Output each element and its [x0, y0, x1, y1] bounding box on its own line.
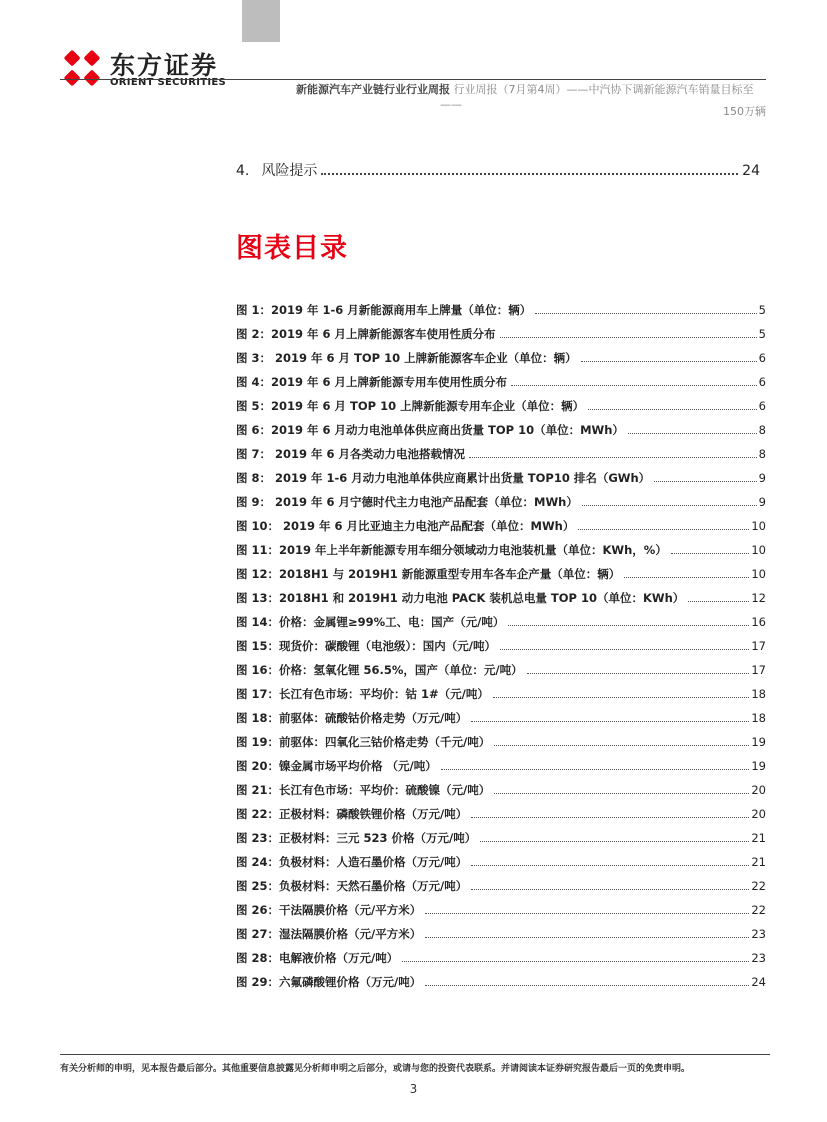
figure-toc-item-label: 图 10： 2019 年 6 月比亚迪主力电池产品配套（单位：MWh） — [236, 519, 575, 533]
figure-toc-item-page: 6 — [758, 351, 766, 365]
figure-toc-item-label: 图 8： 2019 年 1-6 月动力电池单体供应商累计出货量 TOP10 排名（GWh） — [236, 471, 651, 485]
toc-entry-label: 风险提示 — [261, 163, 318, 179]
figure-toc-dot-leader — [588, 409, 757, 410]
figure-toc-item-page: 22 — [751, 903, 766, 917]
figure-toc-item-page: 5 — [758, 327, 766, 341]
figure-toc-item-page: 23 — [751, 951, 766, 965]
figure-toc-item-label: 图 3： 2019 年 6 月 TOP 10 上牌新能源客车企业（单位：辆） — [236, 351, 577, 365]
toc-entry-risk[interactable] — [236, 160, 760, 180]
page-number: 3 — [409, 1082, 418, 1096]
figure-toc-item-label: 图 27：湿法隔膜价格（元/平方米） — [236, 927, 422, 941]
figure-toc-item-page: 10 — [751, 567, 766, 581]
figure-toc-dot-leader — [581, 361, 757, 362]
figure-toc-dot-leader — [527, 673, 750, 674]
figure-toc-item-page: 16 — [751, 615, 766, 629]
figure-toc-item-page: 19 — [751, 759, 766, 773]
figure-toc-item[interactable] — [236, 946, 766, 970]
figure-toc-item-page: 6 — [758, 375, 766, 389]
figure-toc-dot-leader — [480, 841, 749, 842]
report-subtitle-unit: 150万辆 — [723, 105, 766, 118]
figure-toc-item[interactable] — [236, 826, 766, 850]
figure-toc-item[interactable] — [236, 658, 766, 682]
figure-toc-dot-leader — [493, 697, 750, 698]
figure-toc-dot-leader — [582, 505, 757, 506]
figure-toc-item-label: 图 19：前驱体：四氧化三钴价格走势（千元/吨） — [236, 735, 491, 749]
figure-toc-item[interactable] — [236, 898, 766, 922]
footer-divider — [60, 1054, 770, 1055]
figure-toc-item[interactable] — [236, 394, 766, 418]
logo-name-cn: 东方证券 — [110, 51, 219, 80]
report-subtitle: 行业周报（7月第4周）——中汽协下调新能源汽车销量目标至 — [453, 83, 754, 96]
figure-toc-item[interactable] — [236, 586, 766, 610]
figure-toc-item[interactable] — [236, 850, 766, 874]
figure-toc-item-label: 图 1：2019 年 1-6 月新能源商用车上牌量（单位：辆） — [236, 303, 532, 317]
figure-toc-dot-leader — [494, 793, 749, 794]
company-logo — [60, 42, 240, 92]
figure-toc-item-label: 图 20：镍金属市场平均价格 （元/吨） — [236, 759, 437, 773]
figure-toc-item[interactable] — [236, 370, 766, 394]
figure-toc-item-page: 9 — [758, 495, 766, 509]
figure-toc-item-label: 图 26：干法隔膜价格（元/平方米） — [236, 903, 422, 917]
figure-toc-dot-leader — [425, 985, 749, 986]
report-industry-title: 新能源汽车产业链行业行业周报 — [296, 83, 450, 96]
figure-toc-item-label: 图 17：长江有色市场：平均价：钴 1#（元/吨） — [236, 687, 489, 701]
figure-toc-item-label: 图 23：正极材料：三元 523 价格（万元/吨） — [236, 831, 477, 845]
figure-toc-dot-leader — [508, 625, 749, 626]
figure-toc-item[interactable] — [236, 874, 766, 898]
figure-toc-item-label: 图 4：2019 年 6 月上牌新能源专用车使用性质分布 — [236, 375, 508, 389]
figure-toc-item-page: 24 — [751, 975, 766, 989]
figure-toc-item[interactable] — [236, 346, 766, 370]
figure-toc-dot-leader — [441, 769, 750, 770]
figure-toc-dot-leader — [471, 721, 749, 722]
figure-toc-item-page: 18 — [751, 687, 766, 701]
figure-toc-item-label: 图 5：2019 年 6 月 TOP 10 上牌新能源专用车企业（单位：辆） — [236, 399, 585, 413]
figure-toc-item-label: 图 9： 2019 年 6 月宁德时代主力电池产品配套（单位：MWh） — [236, 495, 578, 509]
report-subtitle-continued: —— — [440, 98, 462, 111]
figure-toc-item-label: 图 18：前驱体：硫酸钴价格走势（万元/吨） — [236, 711, 468, 725]
figure-toc-item[interactable] — [236, 538, 766, 562]
figure-toc-item-label: 图 7： 2019 年 6 月各类动力电池搭载情况 — [236, 447, 466, 461]
figure-toc-dot-leader — [500, 649, 749, 650]
figure-toc-item[interactable] — [236, 706, 766, 730]
figure-toc-item[interactable] — [236, 418, 766, 442]
figure-toc-dot-leader — [578, 529, 749, 530]
figure-toc-item[interactable] — [236, 754, 766, 778]
figure-toc-title: 图表目录 — [236, 233, 348, 264]
figure-toc-item-page: 8 — [758, 447, 766, 461]
figure-toc-dot-leader — [471, 889, 749, 890]
header-gray-bar — [242, 0, 280, 42]
figure-toc-item[interactable] — [236, 442, 766, 466]
figure-toc-dot-leader — [654, 481, 757, 482]
figure-toc-item-page: 8 — [758, 423, 766, 437]
figure-toc-item-page: 20 — [751, 783, 766, 797]
figure-toc-item-label: 图 25：负极材料：天然石墨价格（万元/吨） — [236, 879, 468, 893]
figure-toc-list — [236, 298, 766, 994]
figure-toc-item-page: 19 — [751, 735, 766, 749]
figure-toc-item-label: 图 13：2018H1 和 2019H1 动力电池 PACK 装机总电量 TOP 10（单位：KWh） — [236, 591, 685, 605]
figure-toc-item-page: 10 — [751, 519, 766, 533]
figure-toc-dot-leader — [688, 601, 749, 602]
toc-entry-page: 24 — [742, 163, 760, 179]
figure-toc-item-label: 图 12：2018H1 与 2019H1 新能源重型专用车各车企产量（单位：辆） — [236, 567, 621, 581]
header-divider — [60, 79, 766, 80]
figure-toc-item[interactable] — [236, 778, 766, 802]
figure-toc-dot-leader — [535, 313, 756, 314]
figure-toc-item[interactable] — [236, 514, 766, 538]
figure-toc-item[interactable] — [236, 802, 766, 826]
figure-toc-item-label: 图 11：2019 年上半年新能源专用车细分领域动力电池装机量（单位：KWh，%） — [236, 543, 667, 557]
figure-toc-item-label: 图 2：2019 年 6 月上牌新能源客车使用性质分布 — [236, 327, 496, 341]
figure-toc-item[interactable] — [236, 298, 766, 322]
figure-toc-dot-leader — [471, 817, 749, 818]
figure-toc-item[interactable] — [236, 970, 766, 994]
figure-toc-item[interactable] — [236, 682, 766, 706]
figure-toc-dot-leader — [425, 937, 749, 938]
toc-dot-leader — [321, 173, 738, 175]
figure-toc-dot-leader — [494, 745, 749, 746]
figure-toc-dot-leader — [628, 433, 757, 434]
figure-toc-item-label: 图 16：价格：氢氧化锂 56.5%，国产（单位：元/吨） — [236, 663, 523, 677]
figure-toc-dot-leader — [471, 865, 749, 866]
figure-toc-dot-leader — [469, 457, 757, 458]
figure-toc-dot-leader — [624, 577, 749, 578]
figure-toc-item[interactable] — [236, 490, 766, 514]
figure-toc-item-page: 18 — [751, 711, 766, 725]
footer-disclaimer: 有关分析师的申明，见本报告最后部分。其他重要信息披露见分析师申明之后部分，或请与您的投资代表联系。并请阅读本证券研究报告最后一页的免责申明。 — [60, 1064, 691, 1074]
figure-toc-dot-leader — [671, 553, 750, 554]
figure-toc-item-page: 5 — [758, 303, 766, 317]
figure-toc-item-page: 21 — [751, 831, 766, 845]
figure-toc-item-page: 9 — [758, 471, 766, 485]
figure-toc-dot-leader — [425, 913, 749, 914]
figure-toc-item-label: 图 28：电解液价格（万元/吨） — [236, 951, 399, 965]
figure-toc-dot-leader — [511, 385, 757, 386]
figure-toc-item-label: 图 14：价格：金属锂≥99%工、电：国产（元/吨） — [236, 615, 505, 629]
figure-toc-dot-leader — [500, 337, 757, 338]
figure-toc-item[interactable] — [236, 730, 766, 754]
report-header-title — [296, 83, 766, 97]
figure-toc-item[interactable] — [236, 466, 766, 490]
figure-toc-item-label: 图 29：六氟磷酸锂价格（万元/吨） — [236, 975, 422, 989]
figure-toc-item-label: 图 15：现货价：碳酸锂（电池级）：国内（元/吨） — [236, 639, 496, 653]
figure-toc-item[interactable] — [236, 562, 766, 586]
figure-toc-item-page: 23 — [751, 927, 766, 941]
figure-toc-item[interactable] — [236, 634, 766, 658]
figure-toc-item-label: 图 6：2019 年 6 月动力电池单体供应商出货量 TOP 10（单位：MWh） — [236, 423, 624, 437]
figure-toc-item-page: 12 — [751, 591, 766, 605]
figure-toc-item[interactable] — [236, 922, 766, 946]
figure-toc-item-label: 图 22：正极材料：磷酸铁锂价格（万元/吨） — [236, 807, 468, 821]
figure-toc-item-page: 21 — [751, 855, 766, 869]
logo-name-en: ORIENT SECURITIES — [110, 77, 227, 88]
figure-toc-item-page: 17 — [751, 663, 766, 677]
orient-securities-logo-icon — [60, 46, 104, 90]
figure-toc-item-page: 10 — [751, 543, 766, 557]
figure-toc-item-page: 17 — [751, 639, 766, 653]
figure-toc-item[interactable] — [236, 322, 766, 346]
figure-toc-item-label: 图 21：长江有色市场：平均价：硫酸镍（元/吨） — [236, 783, 491, 797]
figure-toc-item-page: 20 — [751, 807, 766, 821]
figure-toc-item-label: 图 24：负极材料：人造石墨价格（万元/吨） — [236, 855, 468, 869]
figure-toc-dot-leader — [402, 961, 749, 962]
toc-entry-number: 4. — [236, 163, 250, 179]
figure-toc-item[interactable] — [236, 610, 766, 634]
figure-toc-item-page: 22 — [751, 879, 766, 893]
figure-toc-item-page: 6 — [758, 399, 766, 413]
